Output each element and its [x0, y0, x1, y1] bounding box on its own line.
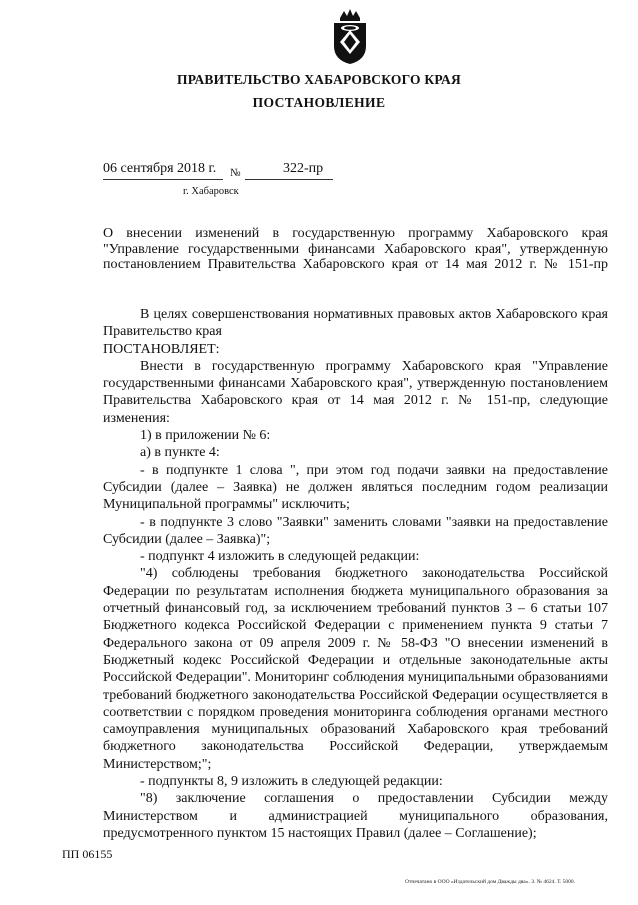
document-body [103, 306, 608, 842]
body-paragraph: - подпункт 4 изложить в следующей редакции: [140, 549, 420, 565]
body-paragraph: - подпункты 8, 9 изложить в следующей редакции: [140, 774, 443, 790]
subject-line: "Управление государственными финансами Хабаровского края", утвержденную [103, 241, 608, 257]
number-sign: № [230, 167, 241, 179]
date-underline [103, 179, 223, 180]
body-paragraph: - в подпункте 1 слова ", при этом год подачи заявки на предоставление Субсидии (далее – Заявка) не должен являться последним годом реализации Муниципальной программы" исключить; [103, 462, 608, 513]
document-date: 06 сентября 2018 г. [103, 161, 217, 176]
city: г. Хабаровск [183, 186, 239, 197]
document-number: 322-пр [283, 161, 324, 176]
subject-line: постановлением Правительства Хабаровского края от 14 мая 2012 г. № 151-пр [103, 257, 608, 272]
body-paragraph: "4) соблюдены требования бюджетного законодательства Российской Федерации по результатам исполнения бюджета муниципального образования за отчетный финансовый год, за исключением требований пунктов 3 – 6 статьи 107 Бюджетного кодекса Российской Федерации с применением пункта 9 статьи 7 Федерального закона от 09 апреля 2009 г. № 58-ФЗ "О внесении изменений в Бюджетный кодекс Российской Федерации и отдельные законодательные акты Российской Федерации". Мониторинг соблюдения муниципальными образованиями требований бюджетного законодательства Российской Федерации осуществляется в соответствии с порядком проведения мониторинга соблюдения органами местного самоуправления муниципальных образований Хабаровского края требований бюджетного законодательства Российской Федерации, утверждаемым Министерством;"; [103, 566, 608, 772]
document-subject [103, 226, 608, 273]
document-type: ПОСТАНОВЛЕНИЕ [252, 95, 386, 110]
printer-imprint: Отпечатано в ООО «Издательский дом Дважды два». З. № 4624. Т. 5000. [405, 879, 576, 885]
subject-line: О внесении изменений в государственную программу Хабаровского края [103, 226, 608, 241]
body-paragraph: Внести в государственную программу Хабаровского края "Управление государственными финансами Хабаровского края", утвержденную постановлением Правительства Хабаровского края от 14 мая 2012 г. № 151-пр, следующие изменения: [103, 358, 608, 426]
coat-of-arms-icon [330, 8, 370, 66]
body-paragraph: 1) в приложении № 6: [140, 428, 271, 444]
body-paragraph: В целях совершенствования нормативных правовых актов Хабаровского края Правительство края [103, 307, 608, 340]
document-code: ПП 06155 [62, 847, 113, 861]
number-underline [245, 179, 333, 180]
body-paragraph: - в подпункте 3 слово "Заявки" заменить словами "заявки на предоставление Субсидии (далее – Заявка)"; [103, 514, 608, 547]
organization-title: ПРАВИТЕЛЬСТВО ХАБАРОВСКОГО КРАЯ [177, 72, 461, 87]
body-paragraph: "8) заключение соглашения о предоставлении Субсидии между Министерством и администрацией муниципального образования, предусмотренного пунктом 15 настоящих Правил (далее – Соглашение); [103, 791, 608, 841]
body-paragraph: ПОСТАНОВЛЯЕТ: [103, 341, 220, 357]
body-paragraph: а) в пункте 4: [140, 445, 220, 461]
